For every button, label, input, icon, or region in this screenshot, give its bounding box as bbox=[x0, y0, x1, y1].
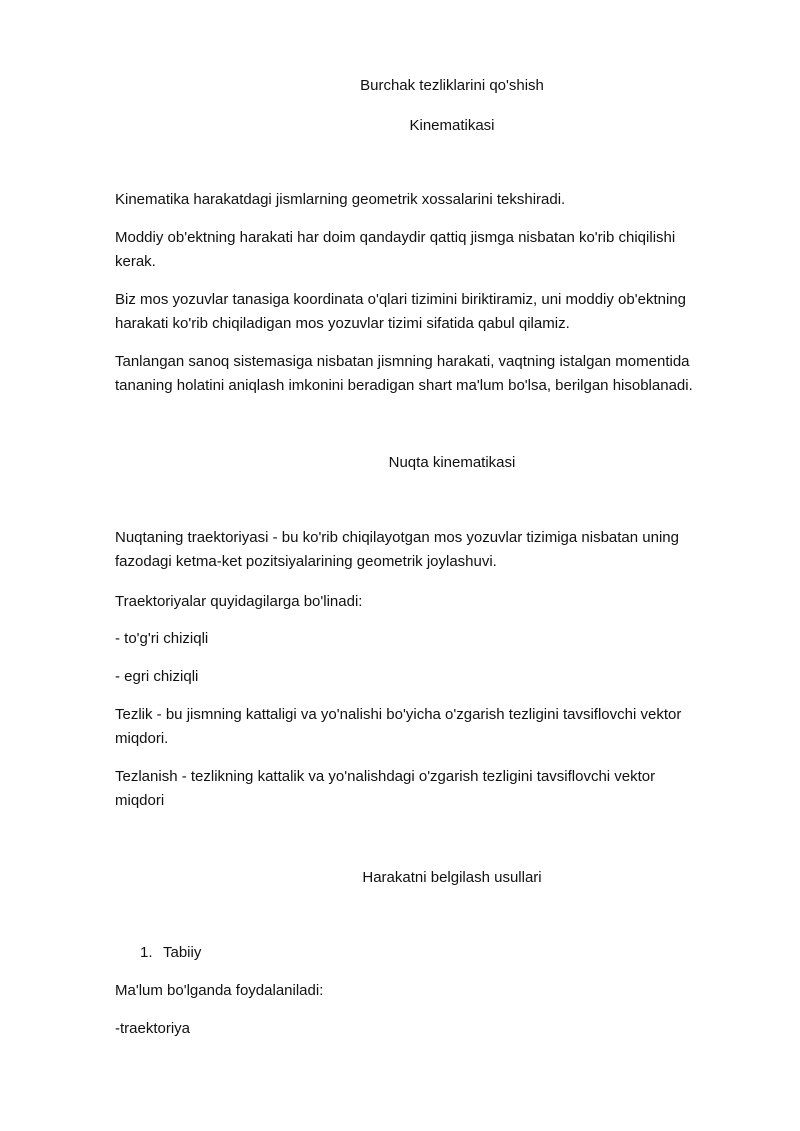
list-item-dash-2: - egri chiziqli bbox=[115, 668, 199, 685]
document-subtitle: Kinematikasi bbox=[409, 117, 495, 134]
paragraph-6: Traektoriyalar quyidagilarga bo'linadi: bbox=[115, 593, 363, 610]
paragraph-1: Kinematika harakatdagi jismlarning geometrik xossalarini tekshiradi. bbox=[115, 191, 566, 208]
paragraph-4-line-1: Tanlangan sanoq sistemasiga nisbatan jismning harakati, vaqtning istalgan momentida bbox=[115, 353, 690, 370]
paragraph-8 bbox=[115, 765, 745, 813]
list-item-text: Tabiiy bbox=[163, 944, 202, 961]
paragraph-3 bbox=[115, 288, 745, 336]
paragraph-5-line-2: fazodagi ketma-ket pozitsiyalarining geometrik joylashuvi. bbox=[115, 553, 497, 570]
paragraph-7-line-1: Tezlik - bu jismning kattaligi va yo'nalishi bo'yicha o'zgarish tezligini tavsiflovchi vektor bbox=[115, 706, 682, 723]
paragraph-3-line-2: harakati ko'rib chiqiladigan mos yozuvlar tizimi sifatida qabul qilamiz. bbox=[115, 315, 570, 332]
paragraph-9: Ma'lum bo'lganda foydalaniladi: bbox=[115, 982, 324, 999]
paragraph-2-line-2: kerak. bbox=[115, 253, 156, 270]
section-heading-nuqta: Nuqta kinematikasi bbox=[388, 454, 516, 471]
paragraph-8-line-2: miqdori bbox=[115, 792, 165, 809]
document-title: Burchak tezliklarini qo'shish bbox=[360, 77, 544, 94]
section-heading-harakat: Harakatni belgilash usullari bbox=[362, 869, 542, 886]
paragraph-5-line-1: Nuqtaning traektoriyasi - bu ko'rib chiqilayotgan mos yozuvlar tizimiga nisbatan uning bbox=[115, 529, 679, 546]
paragraph-2 bbox=[115, 226, 745, 274]
paragraph-8-line-1: Tezlanish - tezlikning kattalik va yo'nalishdagi o'zgarish tezligini tavsiflovchi vektor bbox=[115, 768, 656, 785]
paragraph-2-line-1: Moddiy ob'ektning harakati har doim qandaydir qattiq jismga nisbatan ko'rib chiqilishi bbox=[115, 229, 676, 246]
numbered-list-item-1 bbox=[140, 941, 202, 965]
paragraph-3-line-1: Biz mos yozuvlar tanasiga koordinata o'qlari tizimini biriktiramiz, uni moddiy ob'ektning bbox=[115, 291, 686, 308]
paragraph-5 bbox=[115, 526, 745, 574]
paragraph-7 bbox=[115, 703, 745, 751]
paragraph-4 bbox=[115, 350, 745, 398]
paragraph-10: -traektoriya bbox=[115, 1020, 191, 1037]
paragraph-4-line-2: tananing holatini aniqlash imkonini beradigan shart ma'lum bo'lsa, berilgan hisoblanadi. bbox=[115, 377, 693, 394]
paragraph-7-line-2: miqdori. bbox=[115, 730, 169, 747]
list-item-dash-1: - to'g'ri chiziqli bbox=[115, 630, 209, 647]
list-number: 1. bbox=[140, 944, 153, 961]
